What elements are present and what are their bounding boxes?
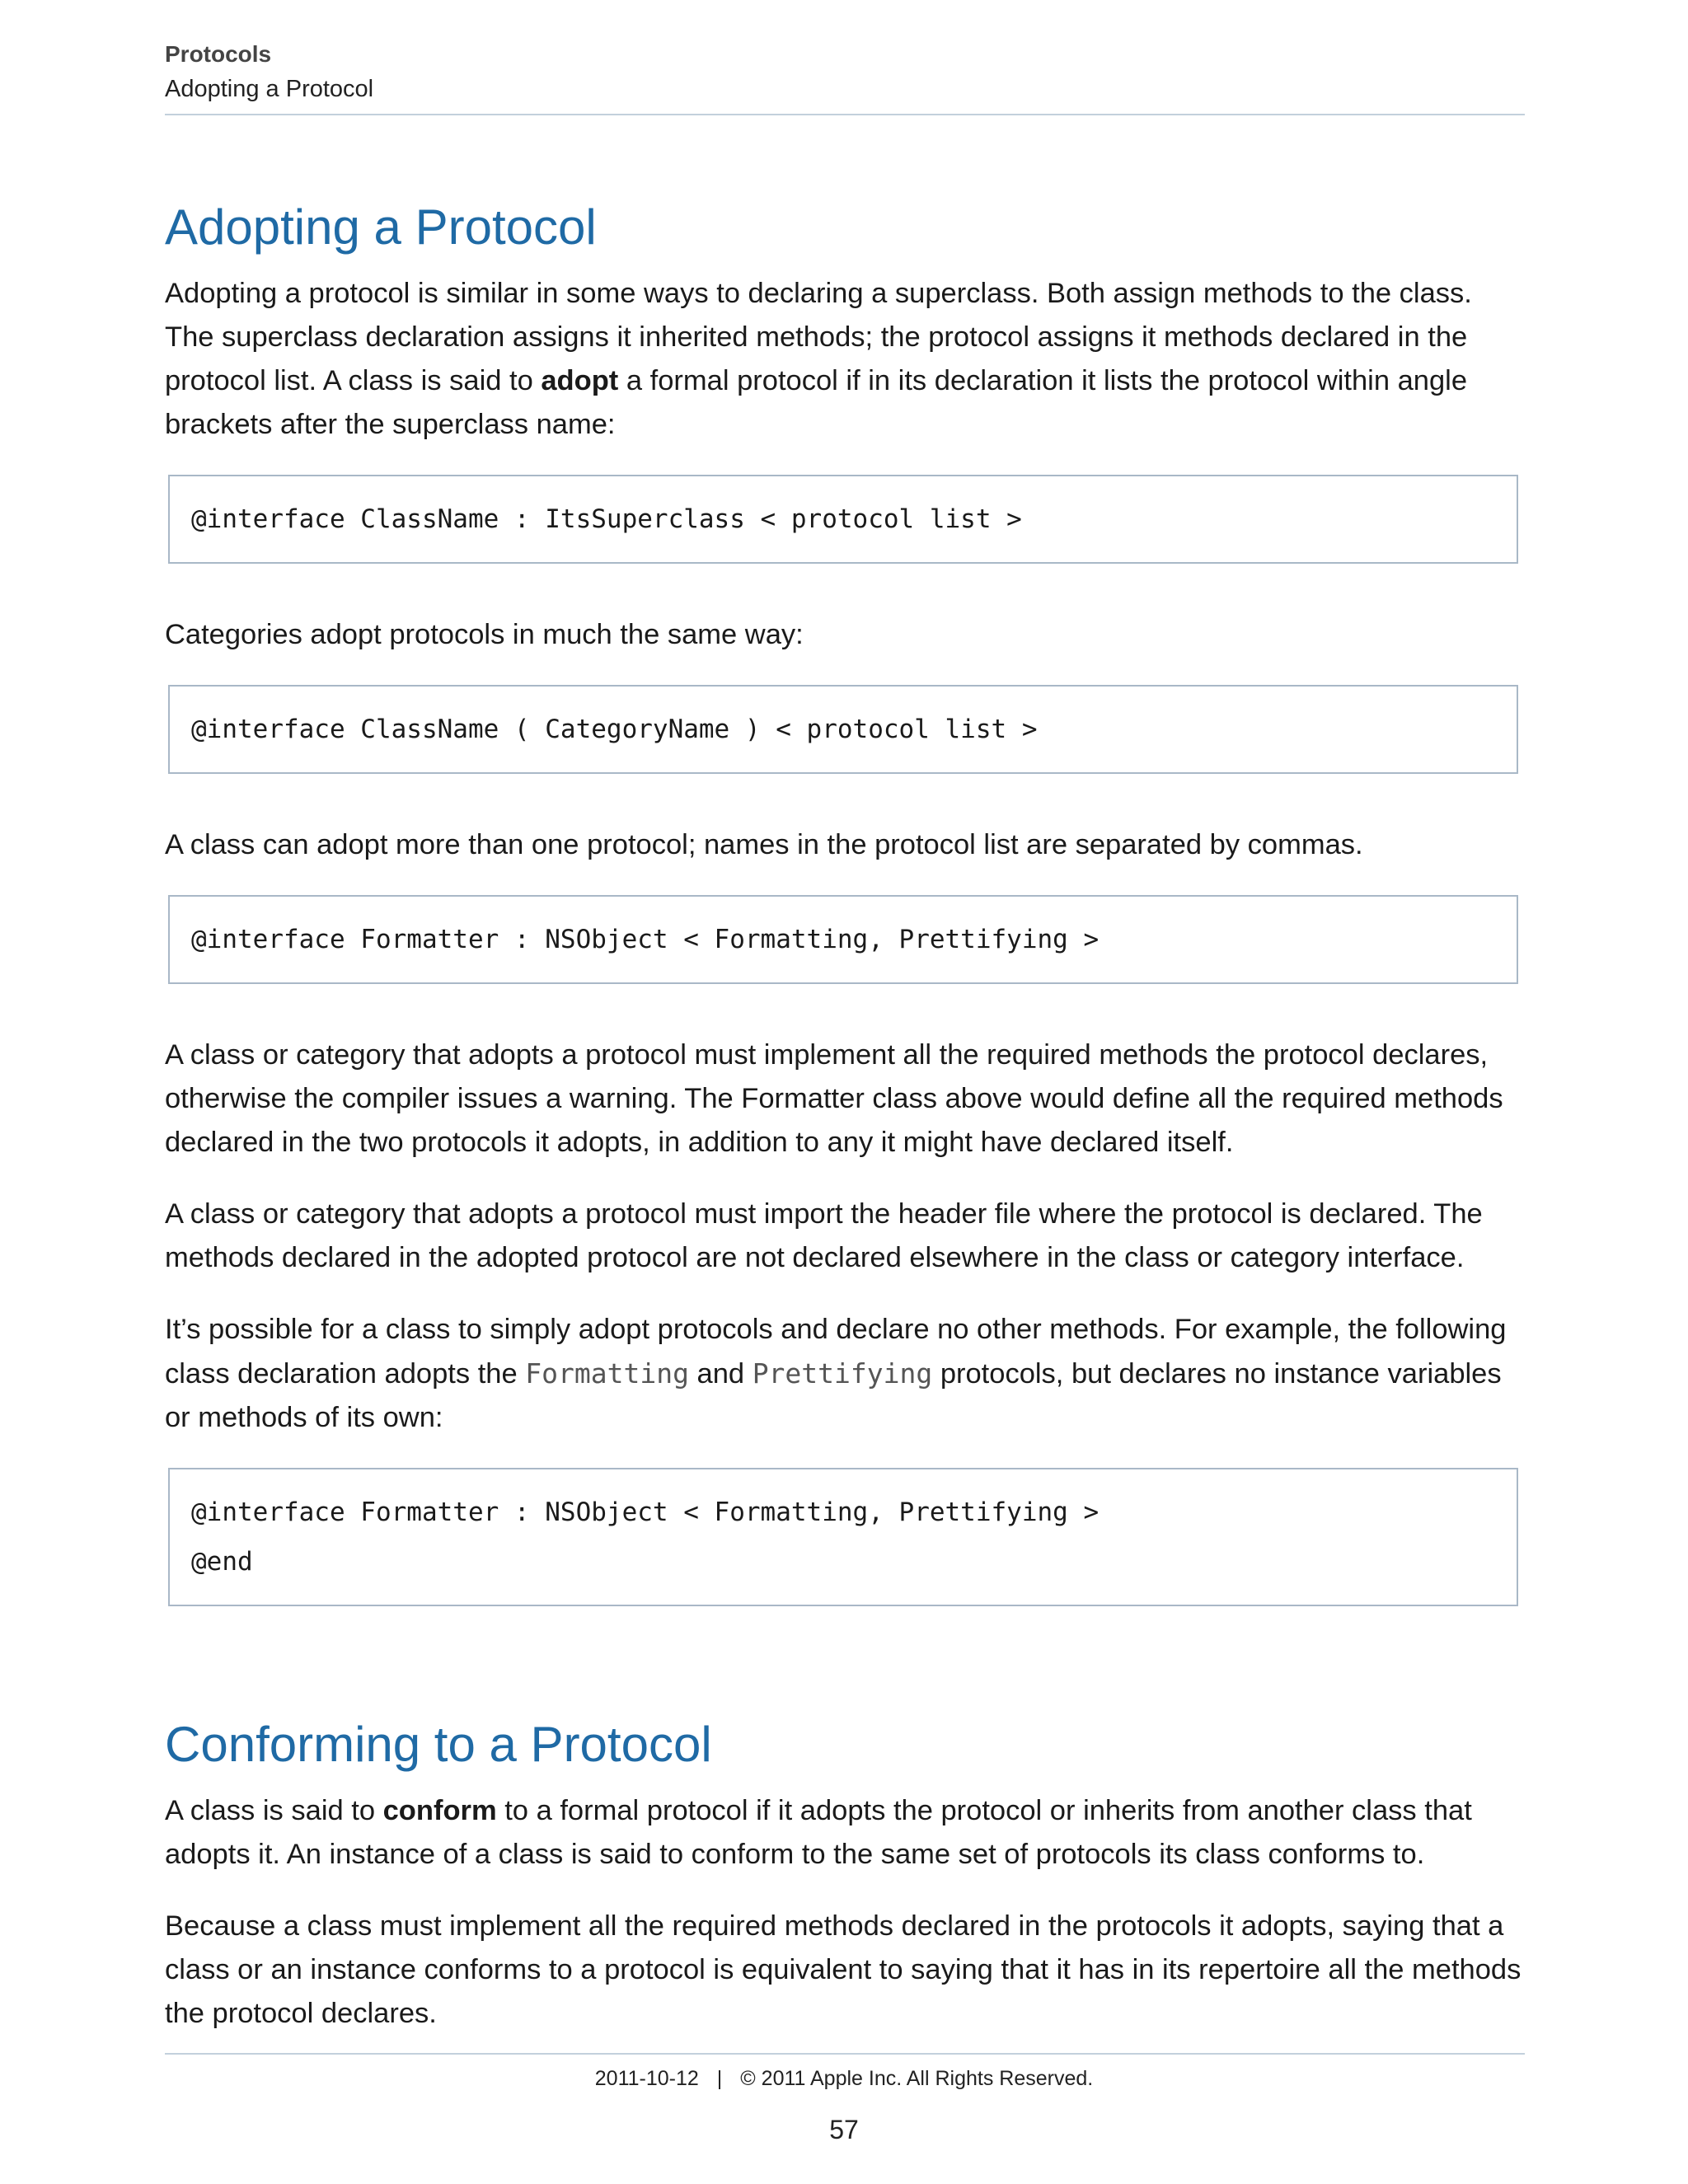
section-spacer <box>165 1656 1525 1715</box>
paragraph <box>165 272 1525 447</box>
paragraph-text: A class is said to <box>165 1795 383 1826</box>
paragraph: Because a class must implement all the required methods declared in the protocols it adopts, saying that a class or an instance conforms to a protocol is equivalent to saying that it has in its repertoire all the methods the protocol declares. <box>165 1910 1522 2029</box>
paragraph-text: protocols, but declares no instance variables or methods of its own: <box>165 1358 1502 1433</box>
main-content <box>165 198 1525 2064</box>
section-title-adopting: Adopting a Protocol <box>165 199 597 255</box>
paragraph: A class or category that adopts a protocol must import the header file where the protocol is declared. The methods declared in the adopted protocol are not declared elsewhere in the class or category interface. <box>165 1198 1483 1273</box>
section-title-conforming: Conforming to a Protocol <box>165 1717 712 1772</box>
footer-date: 2011-10-12 <box>594 2067 699 2090</box>
paragraph: A class or category that adopts a protocol must implement all the required methods the protocol declares, otherwise the compiler issues a warning. The Formatter class above would define all the required methods declared in the two protocols it adopts, in addition to any it might have declared itself. <box>165 1039 1503 1158</box>
header-section: Adopting a Protocol <box>165 76 374 102</box>
code-block <box>168 685 1518 774</box>
header-chapter: Protocols <box>165 41 272 67</box>
paragraph: A class can adopt more than one protocol; names in the protocol list are separated by commas. <box>165 829 1363 860</box>
page-number: 57 <box>829 2115 859 2144</box>
footer-divider <box>165 2053 1525 2055</box>
paragraph <box>165 1789 1525 1877</box>
code-line: @interface ClassName ( CategoryName ) < protocol list > <box>191 715 1038 744</box>
paragraph-text: It’s possible for a class to simply adopt protocols and declare no other methods. For example, the following class declaration adopts the <box>165 1314 1507 1390</box>
running-header <box>165 40 1525 105</box>
paragraph-text: a formal protocol if in its declaration it lists the protocol within angle brackets after the superclass name: <box>165 365 1468 440</box>
header-divider <box>165 114 1525 115</box>
footer-separator: | <box>716 2067 723 2090</box>
term-adopt: adopt <box>541 365 619 396</box>
paragraph-text: and <box>688 1358 753 1390</box>
paragraph: Categories adopt protocols in much the same way: <box>165 619 804 650</box>
paragraph <box>165 1308 1525 1440</box>
paragraph-text: to a formal protocol if it adopts the protocol or inherits from another class that adopts it. An instance of a class is said to conform to the same set of protocols its class conforms to. <box>165 1795 1472 1870</box>
inline-code-formatting: Formatting <box>525 1357 689 1390</box>
inline-code-prettifying: Prettifying <box>752 1357 933 1390</box>
code-block <box>168 895 1518 984</box>
term-conform: conform <box>382 1795 497 1826</box>
paragraph-text: Adopting a protocol is similar in some ways to declaring a superclass. Both assign methods to the class. The superclass declaration assigns it inherited methods; the protocol assigns it methods declared in the protocol list. A class is said to <box>165 278 1472 396</box>
code-line: @end <box>191 1547 253 1577</box>
code-line: @interface Formatter : NSObject < Formatting, Prettifying > <box>191 1497 1100 1527</box>
code-block <box>168 1468 1518 1606</box>
code-block <box>168 475 1518 564</box>
code-line: @interface Formatter : NSObject < Formatting, Prettifying > <box>191 925 1100 954</box>
code-line: @interface ClassName : ItsSuperclass < protocol list > <box>191 504 1022 534</box>
footer <box>0 2067 1688 2091</box>
footer-copyright: © 2011 Apple Inc. All Rights Reserved. <box>740 2067 1094 2090</box>
